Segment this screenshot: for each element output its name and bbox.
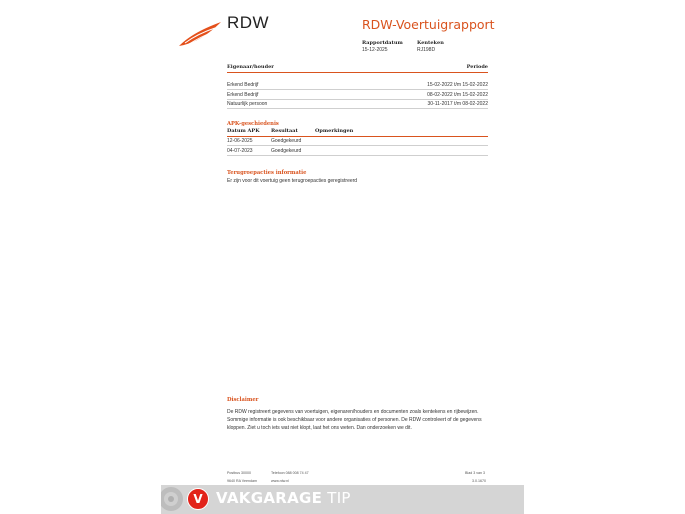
table-row <box>227 81 488 91</box>
owners-table <box>227 64 488 109</box>
kenteken-value: RJ198D <box>417 47 436 53</box>
apk-section <box>227 121 488 156</box>
footer-page: Blad 3 van 3 <box>465 471 485 475</box>
table-row <box>227 90 488 100</box>
owner-name: Natuurlijk persoon <box>227 101 268 107</box>
apk-result: Goedgekeurd <box>271 147 302 154</box>
apk-table-header <box>227 128 488 137</box>
owner-period: 08-02-2022 t/m 15-02-2022 <box>427 91 488 98</box>
vakgarage-brand: VAKGARAGE <box>216 489 323 507</box>
apk-date: 12-06-2025 <box>227 138 253 144</box>
owner-period: 15-02-2022 t/m 15-02-2022 <box>427 82 488 88</box>
vakgarage-tip: TIP <box>322 489 351 507</box>
vakgarage-wordmark <box>216 489 351 507</box>
disclaimer-text: De RDW registreert gegevens van voertuigen, eigenaren/houders en documenten zoals kentekens en rijbewijzen. Sommige informatie is ook beschikbaar voor andere organisaties of personen. De RDW controleert of de gegevens kloppen. Ziet u toch iets wat niet klopt, laat het ons weten. Dan onderzoeken we dit. <box>227 409 482 431</box>
table-row <box>227 137 488 147</box>
owners-col-left: Eigenaar/houder <box>227 64 274 70</box>
table-row <box>227 146 488 156</box>
rapportdatum-value: 15-12-2025 <box>362 47 388 53</box>
apk-col-date: Datum APK <box>227 128 260 134</box>
footer-city: 9640 RA Veendam <box>227 479 257 483</box>
tire-icon <box>161 485 185 514</box>
disclaimer-title: Disclaimer <box>227 397 259 403</box>
apk-col-result: Resultaat <box>271 128 298 134</box>
recall-title: Terugroepacties informatie <box>227 170 307 176</box>
owner-period: 30-11-2017 t/m 08-02-2022 <box>427 101 488 107</box>
rapportdatum-label: Rapportdatum <box>362 40 403 46</box>
brand-name: RDW <box>227 13 270 32</box>
recall-section <box>227 170 488 185</box>
disclaimer-section <box>227 397 488 432</box>
footer-web: www.rdw.nl <box>271 479 289 483</box>
owners-col-right: Periode <box>466 64 488 70</box>
report-title: RDW-Voertuigrapport <box>362 17 495 32</box>
apk-title: APK-geschiedenis <box>227 121 279 127</box>
owners-table-header <box>227 64 488 73</box>
apk-remarks <box>315 138 488 144</box>
vakgarage-badge-icon <box>187 488 209 510</box>
table-row <box>227 100 488 110</box>
apk-col-remarks: Opmerkingen <box>315 128 354 134</box>
badge-letter: V <box>193 492 203 506</box>
apk-date: 04-07-2023 <box>227 147 253 154</box>
apk-remarks <box>315 148 488 154</box>
rdw-wing-logo-icon <box>177 20 223 48</box>
owner-name: Erkend Bedrijf <box>227 91 259 98</box>
footer-code: 3.0.1670 <box>472 479 486 483</box>
owner-name: Erkend Bedrijf <box>227 82 259 88</box>
kenteken-label: Kenteken <box>417 40 444 46</box>
footer-postbus: Postbus 30000 <box>227 471 251 475</box>
recall-text: Er zijn voor dit voertuig geen terugroepacties geregistreerd <box>227 178 358 184</box>
apk-result: Goedgekeurd <box>271 138 302 144</box>
footer-phone: Telefoon 088 008 74 47 <box>271 471 309 475</box>
